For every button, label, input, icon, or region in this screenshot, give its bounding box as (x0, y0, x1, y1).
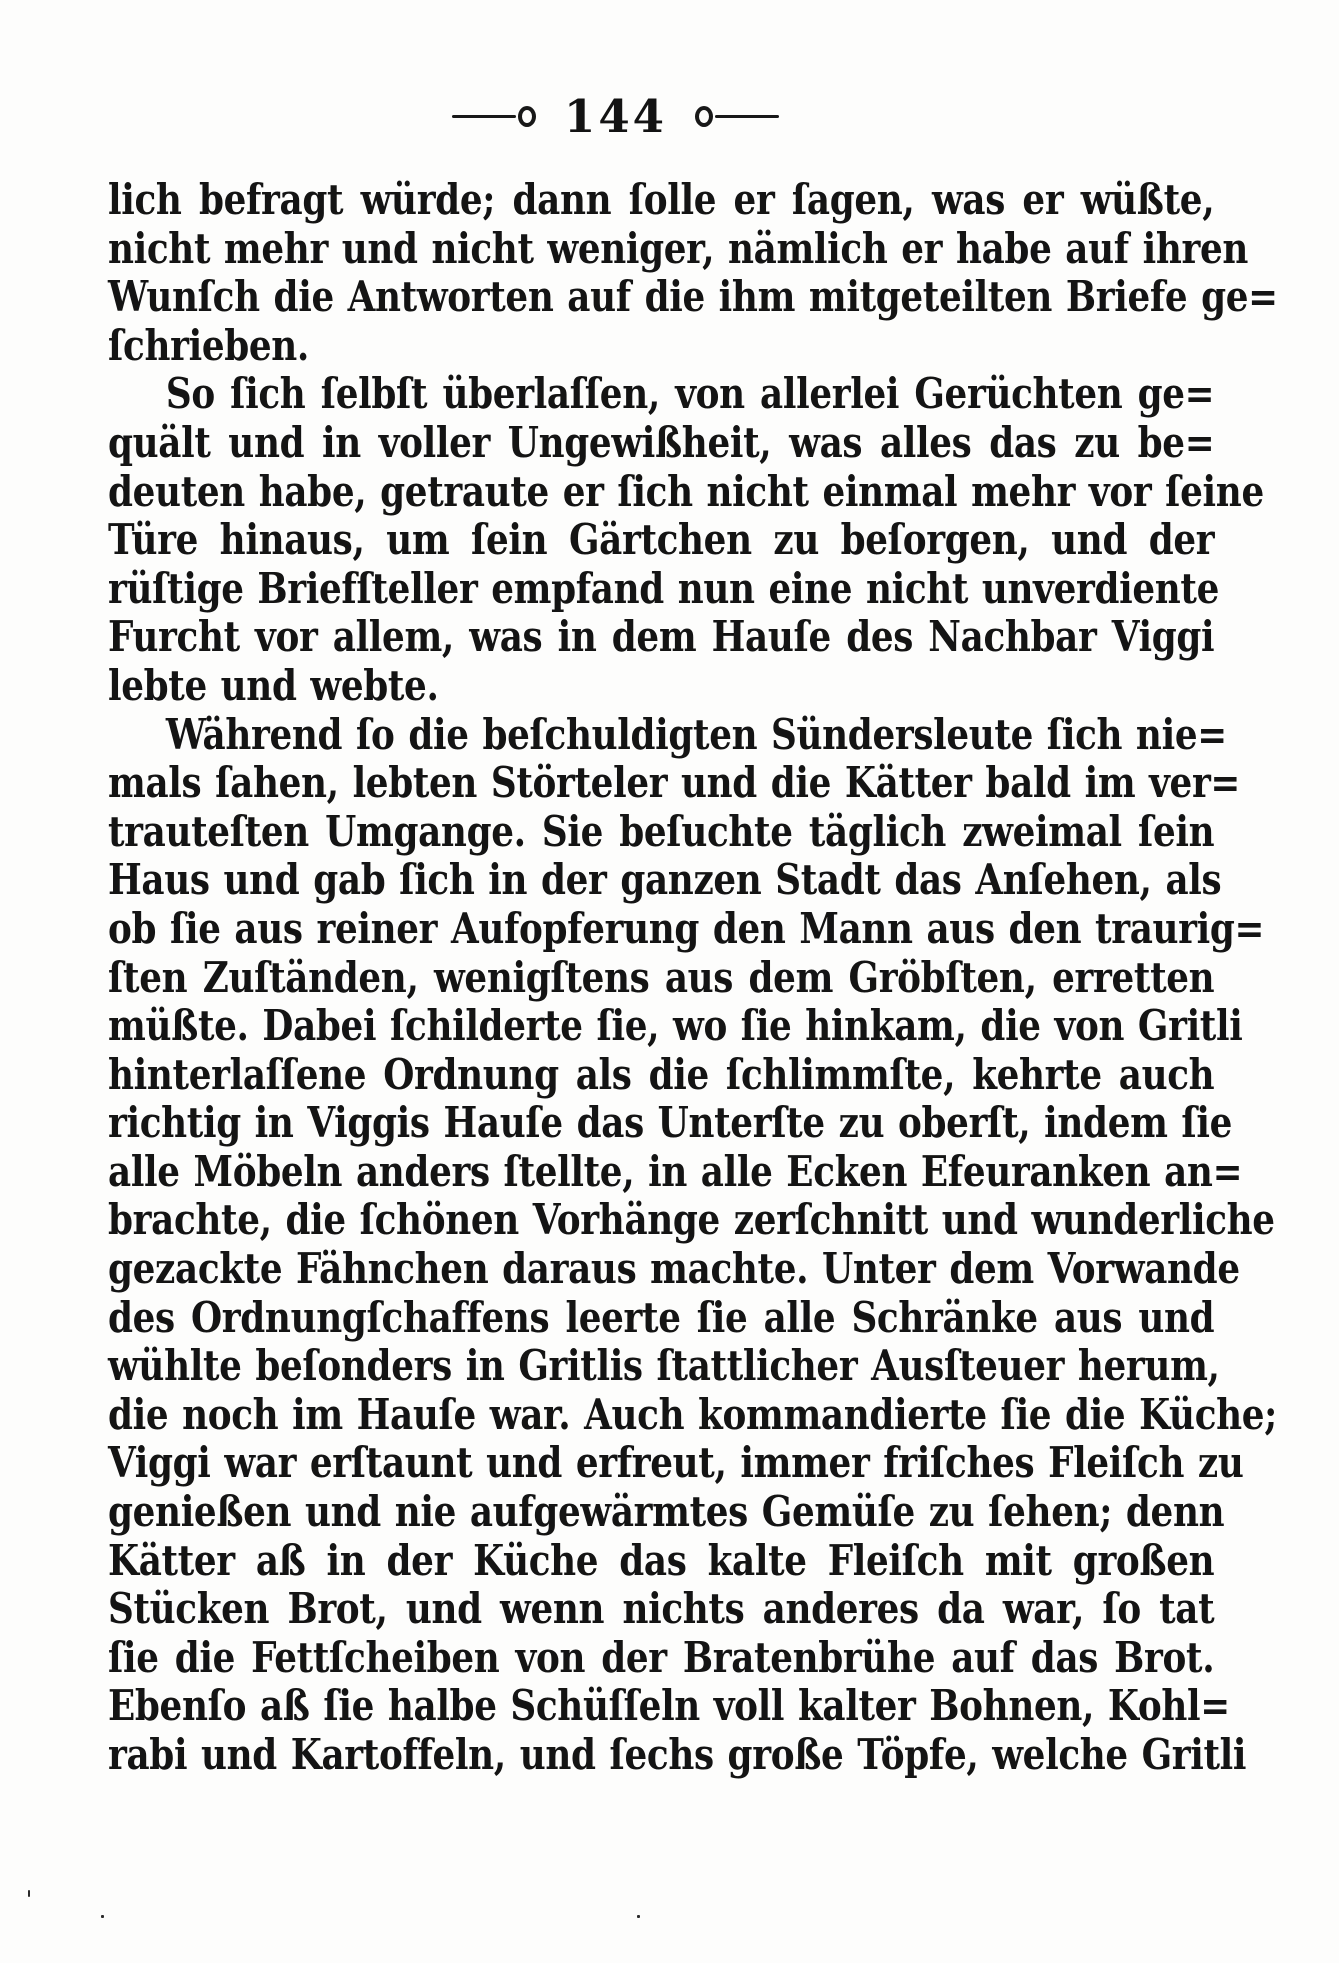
text-line: deuten habe, getraute er ſich nicht einmal mehr vor ſeine (108, 466, 1264, 516)
ornament-dash-left-icon (452, 115, 516, 119)
text-line: lebte und webte. (108, 660, 439, 710)
ink-speck (28, 1890, 30, 1897)
text-line: alle Möbeln anders ſtellte, in alle Ecken Efeuranken an= (108, 1146, 1243, 1196)
text-line: Kätter aß in der Küche das kalte Fleiſch mit großen (108, 1535, 1215, 1585)
page-number: 144 (564, 90, 667, 143)
text-line: Viggi war erſtaunt und erfreut, immer friſches Fleiſch zu (108, 1438, 1244, 1488)
ink-speck (637, 1915, 640, 1918)
ornament-circle-left-icon (518, 106, 536, 127)
ink-speck (101, 1915, 104, 1918)
text-line: nicht mehr und nicht weniger, nämlich er habe auf ihren (108, 223, 1249, 273)
text-line: hinterlaſſene Ordnung als die ſchlimmſte, kehrte auch (108, 1049, 1215, 1099)
text-line: quält und in voller Ungewißheit, was alles das zu be= (108, 417, 1215, 467)
ornament-circle-right-icon (695, 106, 713, 127)
page-header (0, 90, 1285, 143)
text-line: ſie die Fettſcheiben von der Bratenbrühe auf das Brot. (108, 1632, 1215, 1682)
text-line: gezackte Fähnchen daraus machte. Unter dem Vorwande (108, 1244, 1240, 1294)
text-line: rüſtige Briefſteller empfand nun eine nicht unverdiente (108, 563, 1219, 613)
text-line: wühlte beſonders in Gritlis ſtattlicher Ausſteuer herum, (108, 1341, 1220, 1391)
text-line: Türe hinaus, um ſein Gärtchen zu beſorgen, und der (108, 515, 1215, 565)
text-line: mals ſahen, lebten Störteler und die Kätter bald im ver= (108, 758, 1241, 808)
text-line: Haus und gab ſich in der ganzen Stadt das Anſehen, als (108, 855, 1222, 905)
text-line: lich befragt würde; dann ſolle er ſagen, was er wüßte, (108, 175, 1215, 224)
text-line: Wunſch die Antworten auf die ihm mitgeteilten Briefe ge= (108, 272, 1278, 322)
text-line: genießen und nie aufgewärmtes Gemüſe zu ſehen; denn (108, 1487, 1225, 1537)
text-line: So ſich ſelbſt überlaſſen, von allerlei Gerüchten ge= (165, 369, 1215, 419)
text-line: brachte, die ſchönen Vorhänge zerſchnitt und wunderliche (108, 1195, 1275, 1245)
text-line: des Ordnungſchaffens leerte ſie alle Schränke aus und (108, 1292, 1215, 1342)
text-line: rabi und Kartoffeln, und ſechs große Töpfe, welche Gritli (108, 1730, 1247, 1779)
body-text (108, 175, 1278, 1780)
text-line: Während ſo die beſchuldigten Sündersleute ſich nie= (165, 709, 1227, 759)
text-line: Furcht vor allem, was in dem Hauſe des Nachbar Viggi (108, 612, 1215, 662)
text-line: ſchrieben. (108, 320, 310, 370)
text-line: müßte. Dabei ſchilderte ſie, wo ſie hinkam, die von Gritli (108, 1001, 1243, 1051)
text-line: ſten Zuſtänden, wenigſtens aus dem Gröbſten, erretten (108, 952, 1215, 1002)
text-line: Ebenſo aß ſie halbe Schüſſeln voll kalter Bohnen, Kohl= (108, 1681, 1230, 1731)
text-line: richtig in Viggis Hauſe das Unterſte zu oberſt, indem ſie (108, 1098, 1233, 1148)
text-line: ob ſie aus reiner Aufopferung den Mann aus den traurig= (108, 903, 1265, 953)
text-line: trauteſten Umgange. Sie beſuchte täglich zweimal ſein (108, 806, 1215, 856)
text-line: Stücken Brot, und wenn nichts anderes da war, ſo tat (108, 1584, 1215, 1634)
ornament-dash-right-icon (715, 115, 779, 119)
text-line: die noch im Hauſe war. Auch kommandierte ſie die Küche; (108, 1389, 1278, 1439)
